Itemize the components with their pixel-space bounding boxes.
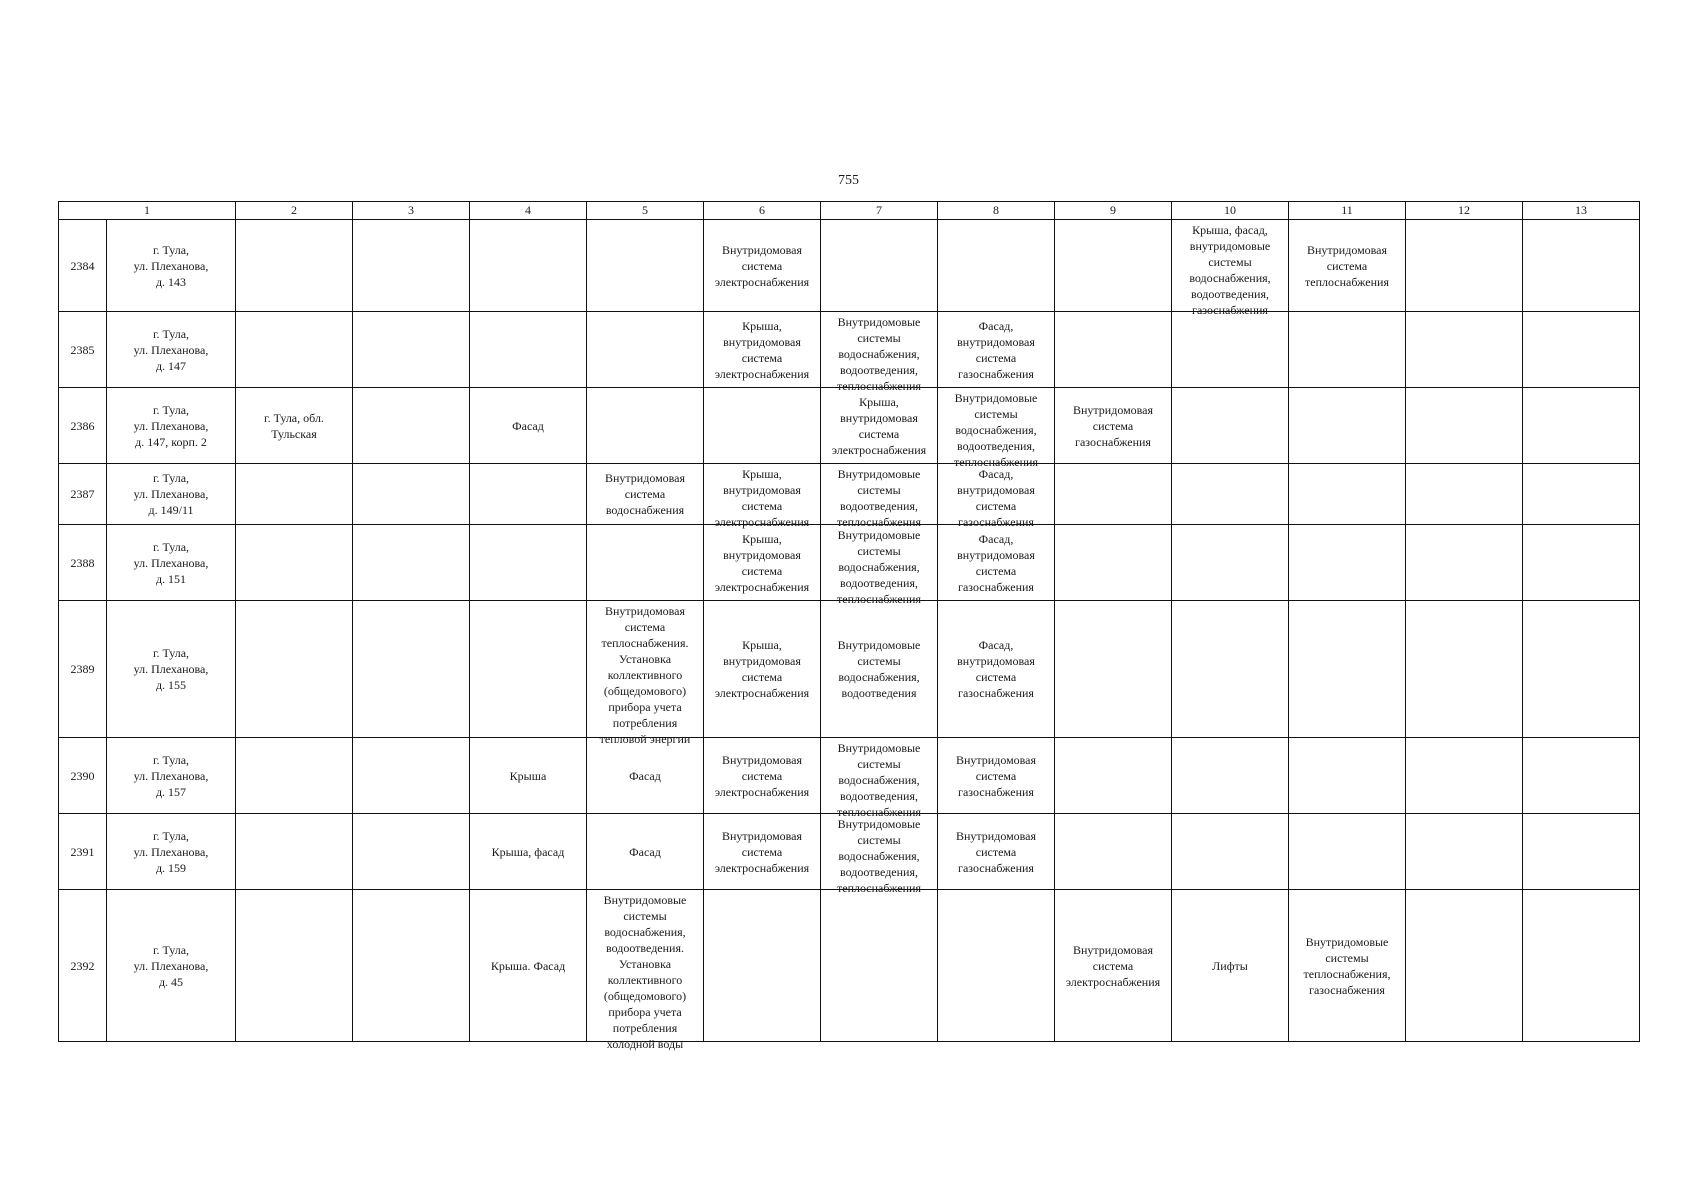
work-type-cell <box>1523 890 1640 1042</box>
table-row <box>59 814 1640 890</box>
row-number-cell: 2388 <box>59 525 107 601</box>
work-type-text: Внутридомовая система водоснабжения <box>604 471 686 517</box>
work-type-cell <box>587 388 704 464</box>
column-number-cell: 5 <box>587 202 704 220</box>
column-number-cell: 11 <box>1289 202 1406 220</box>
work-type-cell <box>470 388 587 464</box>
work-type-cell <box>587 464 704 525</box>
work-type-cell <box>1523 525 1640 601</box>
address-text: г. Тула, ул. Плеханова, д. 155 <box>133 646 209 692</box>
work-type-cell <box>1523 388 1640 464</box>
row-number-cell: 2385 <box>59 312 107 388</box>
row-number-cell: 2392 <box>59 890 107 1042</box>
table-row <box>59 464 1640 525</box>
work-type-cell <box>236 738 353 814</box>
work-type-cell <box>1172 220 1289 317</box>
row-number-cell: 2387 <box>59 464 107 525</box>
column-number-cell: 2 <box>236 202 353 220</box>
work-type-text: Внутридомовые системы водоснабжения, водоотведения. Установка коллективного (общедомового) прибора учета потребления холодной воды <box>603 892 687 1051</box>
work-type-cell <box>704 890 821 1042</box>
address-cell <box>107 601 236 738</box>
work-type-text: Крыша, внутридомовая система электроснабжения <box>714 638 810 700</box>
work-type-cell <box>470 601 587 738</box>
work-type-cell <box>470 814 587 890</box>
column-number-cell: 6 <box>704 202 821 220</box>
work-type-cell <box>704 220 821 312</box>
work-type-cell <box>938 388 1055 469</box>
work-type-cell <box>353 890 470 1042</box>
work-type-cell <box>1172 601 1289 738</box>
work-type-cell <box>821 464 938 529</box>
work-type-cell <box>1523 312 1640 388</box>
column-number-cell: 12 <box>1406 202 1523 220</box>
column-number-cell: 9 <box>1055 202 1172 220</box>
address-cell <box>107 525 236 601</box>
row-number-cell: 2384 <box>59 220 107 312</box>
work-type-cell <box>1055 738 1172 814</box>
work-type-text: Фасад, внутридомовая система газоснабжения <box>957 318 1035 381</box>
work-type-cell <box>1172 464 1289 525</box>
work-type-cell <box>1406 464 1523 525</box>
work-type-cell <box>1289 601 1406 738</box>
work-type-cell <box>704 601 821 738</box>
column-number-cell: 4 <box>470 202 587 220</box>
work-type-cell <box>821 312 938 393</box>
work-type-cell <box>1523 601 1640 738</box>
work-type-cell <box>938 312 1055 388</box>
work-type-cell <box>704 388 821 464</box>
work-type-cell <box>938 738 1055 814</box>
work-type-cell <box>1055 464 1172 525</box>
work-type-cell <box>1289 525 1406 601</box>
address-text: г. Тула, ул. Плеханова, д. 157 <box>133 752 209 799</box>
work-type-cell <box>938 220 1055 312</box>
work-type-cell <box>821 890 938 1042</box>
work-type-text: Фасад, внутридомовая система газоснабжения <box>957 531 1035 594</box>
work-type-text: Крыша, внутридомовая система электроснабжения <box>714 466 810 529</box>
address-text: г. Тула, ул. Плеханова, д. 147, корп. 2 <box>133 402 209 449</box>
work-type-cell <box>587 312 704 388</box>
work-type-cell <box>1055 312 1172 388</box>
work-type-text: Внутридомовые системы теплоснабжения, газоснабжения <box>1303 934 1391 997</box>
address-cell <box>107 738 236 814</box>
work-type-cell <box>470 890 587 1042</box>
work-type-cell <box>1523 738 1640 814</box>
work-type-cell <box>1172 312 1289 388</box>
table-row <box>59 525 1640 601</box>
address-text: г. Тула, ул. Плеханова, д. 45 <box>133 942 209 989</box>
work-type-text: Крыша <box>509 768 547 783</box>
work-type-cell <box>470 312 587 388</box>
table-row <box>59 601 1640 738</box>
address-text: г. Тула, ул. Плеханова, д. 149/11 <box>133 471 209 517</box>
work-type-text: Фасад <box>629 768 661 783</box>
capital-repair-table <box>58 201 1640 1051</box>
address-text: г. Тула, ул. Плеханова, д. 147 <box>133 326 209 373</box>
work-type-cell <box>1172 738 1289 814</box>
work-type-cell <box>236 601 353 738</box>
work-type-text: г. Тула, обл. Тульская <box>264 410 324 441</box>
work-type-cell <box>236 464 353 525</box>
address-cell <box>107 312 236 388</box>
work-type-cell <box>1406 220 1523 312</box>
work-type-text: Крыша, фасад, внутридомовые системы водоснабжения, водоотведения, газоснабжения <box>1189 222 1271 317</box>
address-cell <box>107 388 236 464</box>
work-type-cell <box>938 814 1055 890</box>
table-row <box>59 312 1640 388</box>
work-type-text: Фасад <box>512 418 544 433</box>
work-type-text: Внутридомовая система электроснабжения <box>1065 942 1161 989</box>
work-type-cell <box>1289 738 1406 814</box>
work-type-cell <box>1523 220 1640 312</box>
work-type-cell <box>1289 814 1406 890</box>
work-type-cell <box>1055 388 1172 464</box>
table-row <box>59 738 1640 814</box>
row-number-cell: 2390 <box>59 738 107 814</box>
work-type-text: Внутридомовая система электроснабжения <box>714 752 810 799</box>
work-type-cell <box>1289 220 1406 312</box>
work-type-cell <box>236 220 353 312</box>
work-type-cell <box>704 312 821 388</box>
work-type-text: Внутридомовые системы водоснабжения, водоотведения, теплоснабжения <box>954 390 1038 469</box>
work-type-cell <box>1055 525 1172 601</box>
work-type-cell <box>587 738 704 814</box>
table-row <box>59 220 1640 312</box>
work-type-cell <box>704 464 821 529</box>
column-number-cell: 1 <box>59 202 236 220</box>
work-type-text: Внутридомовая система электроснабжения <box>714 828 810 875</box>
work-type-cell <box>1055 220 1172 312</box>
work-type-cell <box>1289 890 1406 1042</box>
table-body <box>59 202 1640 1051</box>
work-type-text: Крыша. Фасад <box>490 958 566 973</box>
work-type-cell <box>704 738 821 814</box>
address-cell <box>107 464 236 525</box>
work-type-cell <box>938 464 1055 529</box>
work-type-cell <box>1406 525 1523 601</box>
work-type-cell <box>353 738 470 814</box>
work-type-text: Внутридомовая система газоснабжения <box>955 828 1037 875</box>
work-type-cell <box>587 220 704 312</box>
work-type-cell <box>1406 312 1523 388</box>
table-row <box>59 388 1640 464</box>
work-type-cell <box>236 890 353 1042</box>
work-type-cell <box>938 525 1055 601</box>
work-type-cell <box>1406 738 1523 814</box>
address-text: г. Тула, ул. Плеханова, д. 143 <box>133 242 209 289</box>
work-type-text: Крыша, фасад <box>491 844 565 859</box>
work-type-cell <box>236 814 353 890</box>
work-type-cell <box>587 601 704 746</box>
work-type-cell <box>1289 464 1406 525</box>
work-type-cell <box>587 814 704 890</box>
work-type-cell <box>236 388 353 464</box>
work-type-cell <box>236 525 353 601</box>
column-number-cell: 10 <box>1172 202 1289 220</box>
row-number-cell: 2386 <box>59 388 107 464</box>
work-type-cell <box>353 388 470 464</box>
work-type-text: Внутридомовые системы водоснабжения, водоотведения, теплоснабжения <box>837 527 921 606</box>
work-type-cell <box>821 525 938 606</box>
work-type-cell <box>1055 890 1172 1042</box>
page-number: 755 <box>838 173 859 188</box>
work-type-cell <box>821 388 938 464</box>
work-type-text: Внутридомовые системы водоснабжения, водоотведения <box>837 638 921 700</box>
row-number-cell: 2391 <box>59 814 107 890</box>
work-type-cell <box>821 601 938 738</box>
work-type-text: Крыша, внутридомовая система электроснабжения <box>831 394 927 457</box>
column-number-cell: 13 <box>1523 202 1640 220</box>
work-type-text: Внутридомовые системы водоотведения, теплоснабжения <box>837 466 921 529</box>
work-type-cell <box>353 601 470 738</box>
table-row <box>59 890 1640 1042</box>
address-text: г. Тула, ул. Плеханова, д. 159 <box>133 828 209 875</box>
work-type-text: Лифты <box>1212 958 1248 973</box>
work-type-cell <box>353 220 470 312</box>
work-type-cell <box>1289 312 1406 388</box>
address-cell <box>107 814 236 890</box>
work-type-cell <box>1523 464 1640 525</box>
work-type-cell <box>1523 814 1640 890</box>
work-type-cell <box>821 220 938 312</box>
work-type-cell <box>353 525 470 601</box>
work-type-text: Фасад, внутридомовая система газоснабжения <box>957 466 1035 529</box>
work-type-cell <box>821 814 938 895</box>
work-type-text: Внутридомовая система газоснабжения <box>1072 402 1154 449</box>
work-type-text: Внутридомовые системы водоснабжения, водоотведения, теплоснабжения <box>837 740 921 819</box>
work-type-cell <box>1172 388 1289 464</box>
work-type-cell <box>1406 814 1523 890</box>
work-type-text: Внутридомовая система теплоснабжения <box>1305 242 1389 289</box>
row-number-cell: 2389 <box>59 601 107 738</box>
work-type-cell <box>704 814 821 890</box>
work-type-cell <box>353 464 470 525</box>
work-type-text: Фасад, внутридомовая система газоснабжения <box>957 638 1035 700</box>
work-type-cell <box>587 525 704 601</box>
address-text: г. Тула, ул. Плеханова, д. 151 <box>133 539 209 586</box>
work-type-text: Внутридомовые системы водоснабжения, водоотведения, теплоснабжения <box>837 314 921 393</box>
work-type-cell <box>470 525 587 601</box>
column-number-cell: 8 <box>938 202 1055 220</box>
work-type-cell <box>1172 525 1289 601</box>
work-type-cell <box>938 890 1055 1042</box>
work-type-cell <box>821 738 938 819</box>
work-type-text: Крыша, внутридомовая система электроснабжения <box>714 318 810 381</box>
work-type-cell <box>1055 814 1172 890</box>
work-type-cell <box>1172 890 1289 1042</box>
work-type-text: Внутридомовые системы водоснабжения, водоотведения, теплоснабжения <box>837 816 921 895</box>
column-number-row <box>59 202 1640 220</box>
work-type-cell <box>353 312 470 388</box>
address-cell <box>107 220 236 312</box>
work-type-cell <box>1172 814 1289 890</box>
work-type-cell <box>704 525 821 601</box>
work-type-cell <box>587 890 704 1051</box>
address-cell <box>107 890 236 1042</box>
work-type-cell <box>236 312 353 388</box>
work-type-cell <box>1406 601 1523 738</box>
work-type-text: Внутридомовая система электроснабжения <box>714 242 810 289</box>
work-type-text: Крыша, внутридомовая система электроснабжения <box>714 531 810 594</box>
work-type-text: Фасад <box>629 844 661 859</box>
work-type-cell <box>1406 388 1523 464</box>
work-type-cell <box>353 814 470 890</box>
work-type-text: Внутридомовая система газоснабжения <box>955 752 1037 799</box>
column-number-cell: 3 <box>353 202 470 220</box>
column-number-cell: 7 <box>821 202 938 220</box>
work-type-cell <box>470 220 587 312</box>
work-type-cell <box>1055 601 1172 738</box>
work-type-cell <box>938 601 1055 738</box>
work-type-cell <box>470 464 587 525</box>
work-type-cell <box>1406 890 1523 1042</box>
work-type-cell <box>470 738 587 814</box>
work-type-cell <box>1289 388 1406 464</box>
work-type-text: Внутридомовая система теплоснабжения. Установка коллективного (общедомового) прибора учета потребления тепловой энергии <box>599 603 691 746</box>
